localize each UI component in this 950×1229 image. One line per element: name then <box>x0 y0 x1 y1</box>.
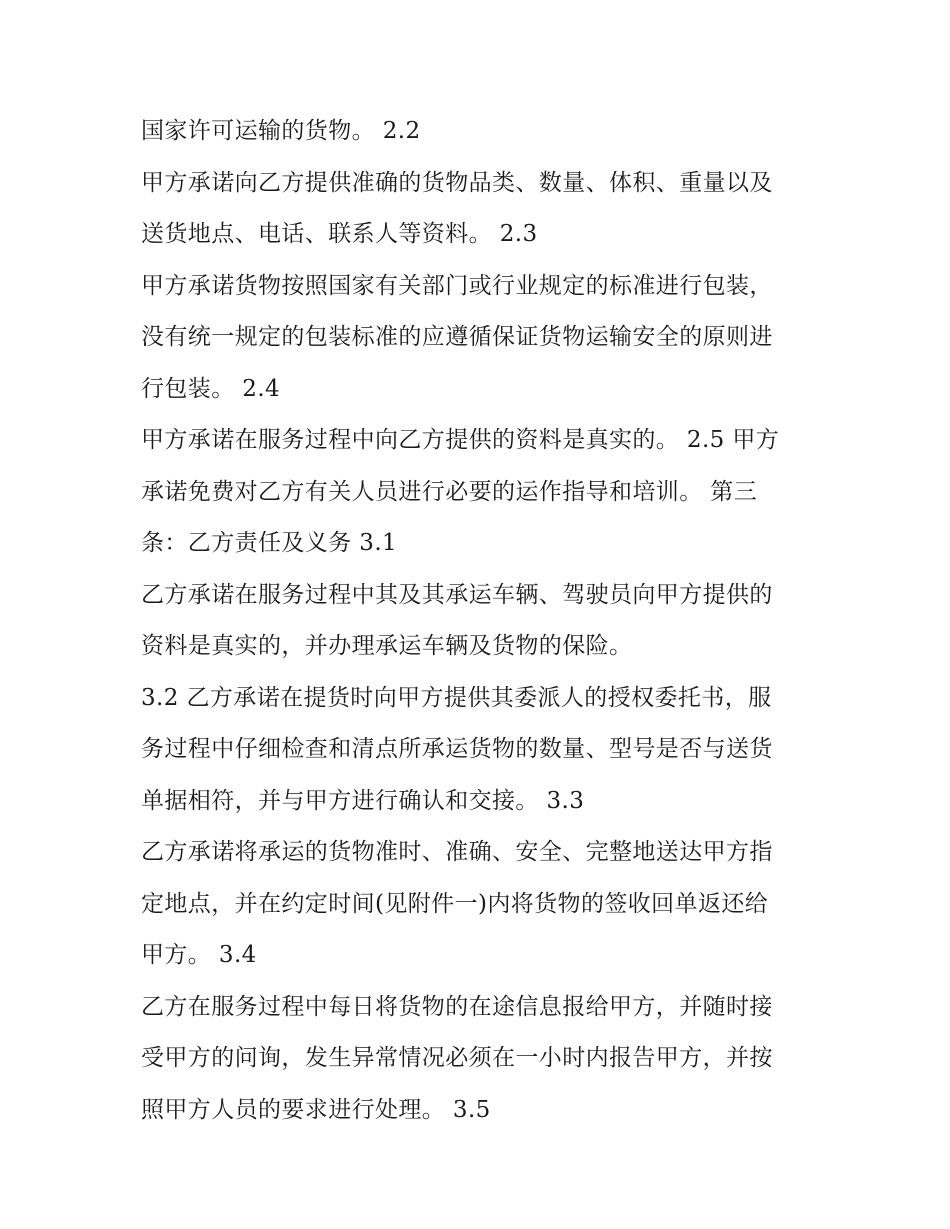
text-line: 条：乙方责任及义务 3.1 <box>141 530 398 556</box>
text-line: 甲方承诺向乙方提供准确的货物品类、数量、体积、重量以及 <box>141 169 773 196</box>
text-line: 受甲方的问询，发生异常情况必须在一小时内报告甲方，并按 <box>141 1045 773 1071</box>
text-line: 国家许可运输的货物。 2.2 <box>141 118 421 144</box>
text-line: 甲方。 3.4 <box>141 942 257 968</box>
text-line: 承诺免费对乙方有关人员进行必要的运作指导和培训。 第三 <box>141 478 758 505</box>
text-line: 资料是真实的，并办理承运车辆及货物的保险。 <box>141 633 633 659</box>
text-line: 乙方承诺在服务过程中其及其承运车辆、驾驶员向甲方提供的 <box>141 581 773 608</box>
text-line: 送货地点、电话、联系人等资料。 2.3 <box>141 221 538 247</box>
text-line: 甲方承诺在服务过程中向乙方提供的资料是真实的。 2.5 甲方 <box>141 427 780 453</box>
text-line: 乙方在服务过程中每日将货物的在途信息报给甲方，并随时接 <box>141 993 773 1020</box>
document-body <box>141 106 821 1136</box>
text-line: 照甲方人员的要求进行处理。 3.5 <box>141 1096 491 1123</box>
text-line: 务过程中仔细检查和清点所承运货物的数量、型号是否与送货 <box>141 736 773 762</box>
text-line: 没有统一规定的包装标准的应遵循保证货物运输安全的原则进 <box>141 324 773 350</box>
text-line: 定地点，并在约定时间(见附件一)内将货物的签收回单返还给 <box>141 890 769 917</box>
text-line: 甲方承诺货物按照国家有关部门或行业规定的标准进行包装， <box>141 272 773 299</box>
text-line: 3.2 乙方承诺在提货时向甲方提供其委派人的授权委托书，服 <box>141 684 772 711</box>
text-line: 乙方承诺将承运的货物准时、准确、安全、完整地送达甲方指 <box>141 839 773 865</box>
text-line: 单据相符，并与甲方进行确认和交接。 3.3 <box>141 787 585 814</box>
text-line: 行包装。 2.4 <box>141 375 281 402</box>
